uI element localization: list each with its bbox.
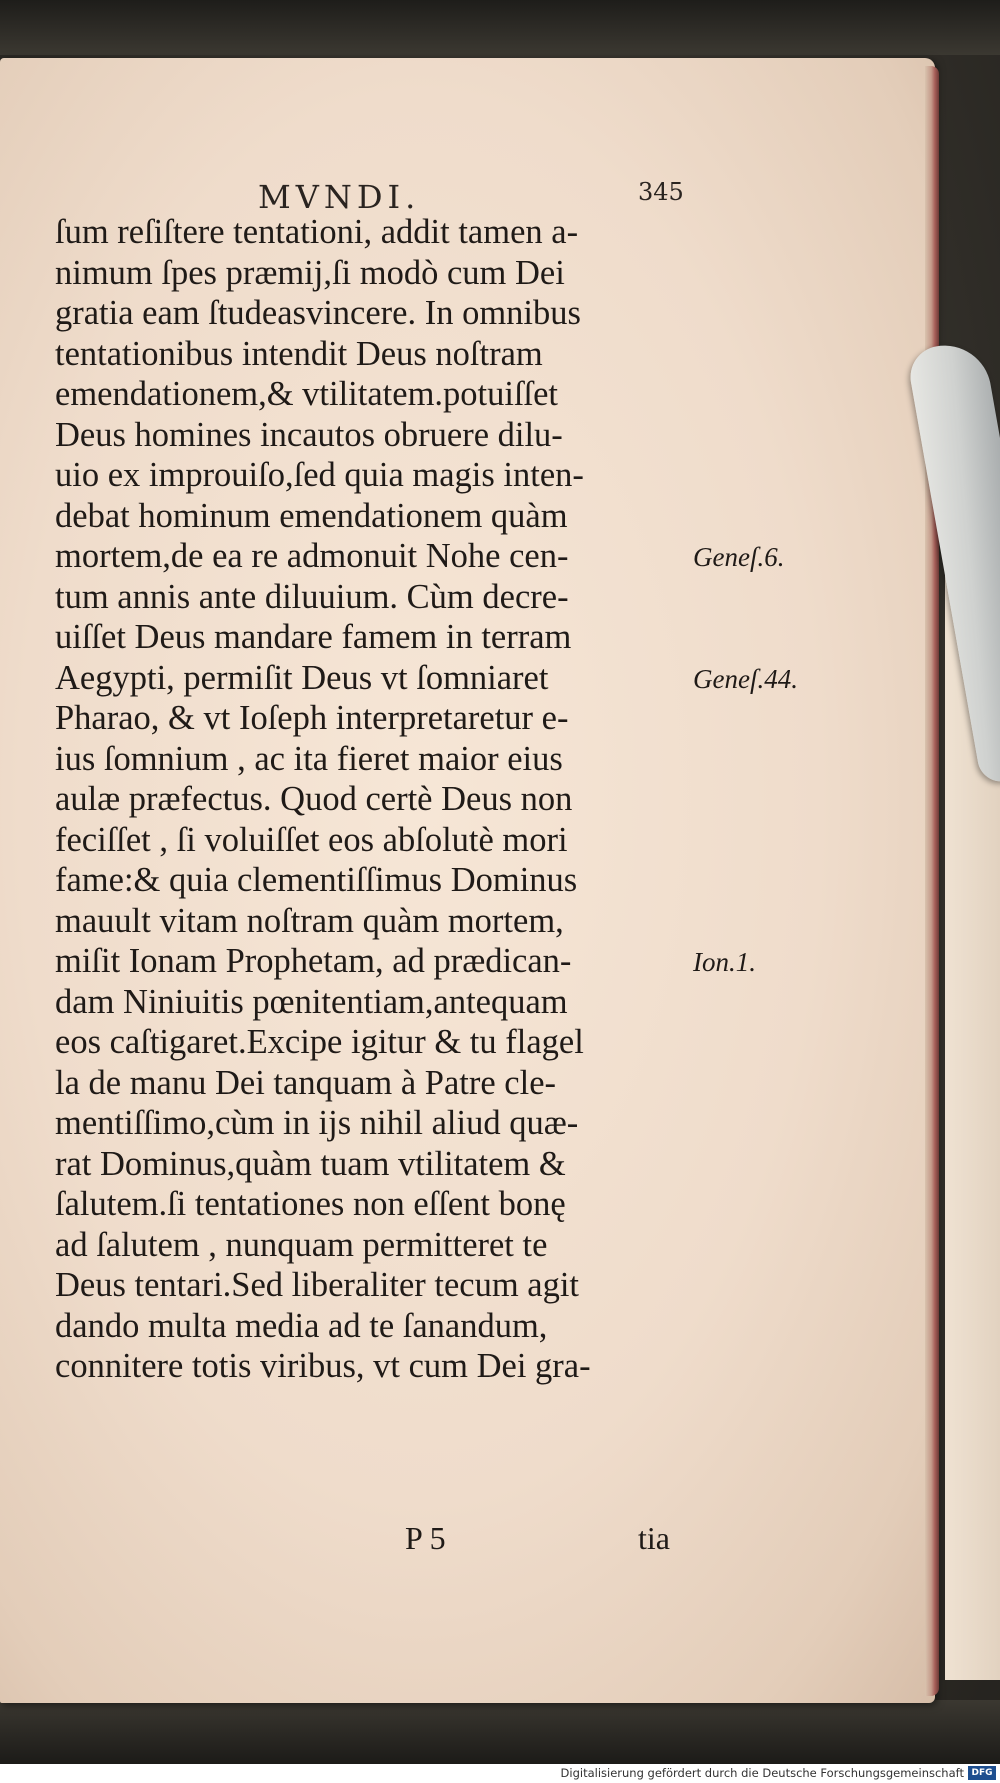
margin-note: Geneſ.6. [693,542,785,572]
text-line: mentiſſimo,cùm in ijs nihil aliud quæ- [55,1104,579,1142]
text-line: ſum reſiſtere tentationi, addit tamen a- [55,213,579,251]
text-line: eos caſtigaret.Excipe igitur & tu flagel [55,1023,584,1061]
text-line: miſit Ionam Prophetam, ad prædican- [55,942,572,980]
scan-bottom-edge [0,1700,1000,1764]
text-line: aulæ præfectus. Quod certè Deus non [55,780,573,818]
text-line: nimum ſpes præmij,ſi modò cum Dei [55,253,565,292]
funding-credit: Digitalisierung gefördert durch die Deutsche Forschungsgemeinschaft [560,1766,964,1780]
running-head: MVNDI. [258,178,421,216]
text-line: feciſſet , ſi voluiſſet eos abſolutè mori [55,820,568,859]
catchword: tia [638,1520,670,1556]
text-line: Pharao, & vt Ioſeph interpretaretur e- [55,699,569,737]
text-line: rat Dominus,quàm tuam vtilitatem & [55,1144,566,1183]
text-line: ius ſomnium , ac ita fieret maior eius [55,739,563,778]
text-line: debat hominum emendationem quàm [55,496,568,535]
text-line: gratia eam ſtudeasvincere. In omnibus [55,294,581,332]
text-line: Deus homines incautos obruere dilu- [55,415,563,454]
text-line: ſalutem.ſi tentationes non eſſent bonę [55,1185,566,1223]
text-line: ad ſalutem , nunquam permitteret te [55,1225,548,1264]
page-number: 345 [638,178,684,206]
dfg-logo-icon: DFG [968,1766,996,1780]
text-line: fame:& quia clementiſſimus Dominus [55,861,578,899]
body-text [55,212,695,1387]
page-edge-red [925,66,939,1696]
digitization-footer [0,1764,1000,1783]
text-line: Aegypti, permiſit Deus vt ſomniaret [55,658,549,697]
text-line: emendationem,& vtilitatem.potuiſſet [55,375,559,413]
text-line: mortem,de ea re admonuit Nohe cen- [55,537,569,575]
text-line: uio ex improuiſo,ſed quia magis inten- [55,456,584,494]
text-line: dam Niniuitis pœnitentiam,antequam [55,982,568,1021]
scan-top-edge [0,0,1000,55]
text-line: tentationibus intendit Deus noſtram [55,334,543,373]
text-line: connitere totis viribus, vt cum Dei gra- [55,1347,591,1385]
text-line: dando multa media ad te ſanandum, [55,1306,548,1345]
text-line: uiſſet Deus mandare famem in terram [55,618,572,656]
text-line: tum annis ante diluuium. Cùm decre- [55,577,569,616]
page-footer-line [0,1520,935,1560]
text-line: Deus tentari.Sed liberaliter tecum agit [55,1266,580,1304]
signature-mark: P 5 [405,1520,446,1556]
text-line: mauult vitam noſtram quàm mortem, [55,901,564,940]
text-line: la de manu Dei tanquam à Patre cle- [55,1063,556,1102]
margin-note: Geneſ.44. [693,663,798,694]
margin-note: Ion.1. [693,947,756,977]
